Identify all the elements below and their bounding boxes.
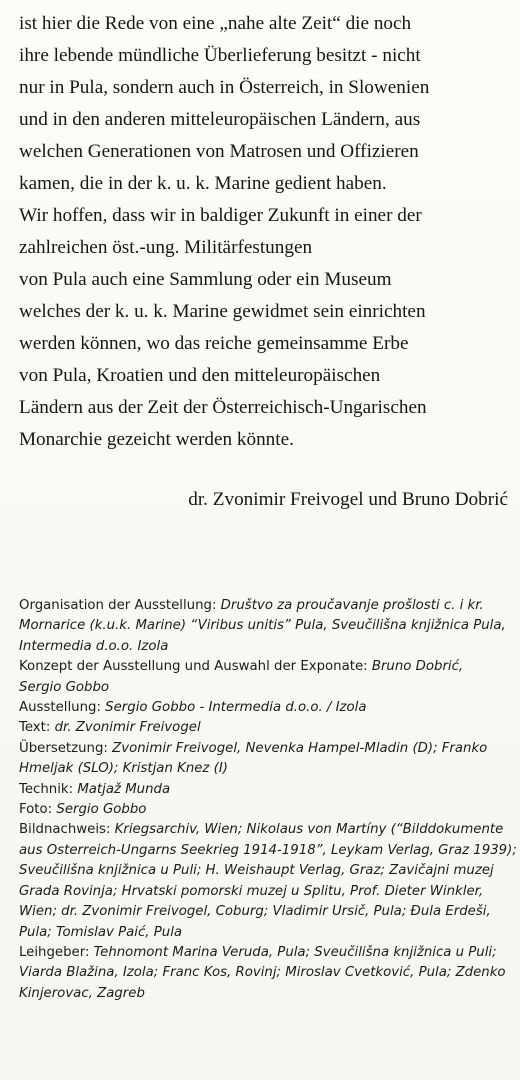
credit-value: Sergio Gobbo: [19, 679, 110, 695]
credit-continuation: [19, 882, 514, 902]
body-line: von Pula, Kroatien und den mitteleuropäischen: [19, 365, 381, 386]
body-line: nur in Pula, sondern auch in Österreich, in Slowenien: [19, 77, 430, 98]
credit-value: Intermedia d.o.o. Izola: [19, 638, 169, 654]
main-body-text: [19, 8, 514, 456]
credit-value: Tehnomont Marina Veruda, Pula; Sveučilišna knjižnica u Puli;: [93, 944, 497, 960]
credit-continuation: [19, 759, 514, 779]
credit-value: Hmeljak (SLO); Kristjan Knez (I): [19, 761, 228, 777]
credit-value: Kinjerovac, Zagreb: [19, 985, 145, 1001]
credit-ausstellung: [19, 698, 514, 718]
credit-continuation: [19, 984, 514, 1004]
credit-continuation: [19, 637, 514, 657]
credit-bildnachweis: [19, 820, 514, 840]
body-line: Ländern aus der Zeit der Österreichisch-Ungarischen: [19, 397, 427, 418]
credit-value: aus Osterreich-Ungarns Seekrieg 1914-1918”, Leykam Verlag, Graz 1939);: [19, 842, 517, 858]
credit-label: Technik:: [19, 781, 78, 797]
credit-label: Bildnachweis:: [19, 822, 115, 838]
credit-continuation: [19, 678, 514, 698]
credit-value: Sergio Gobbo - Intermedia d.o.o. / Izola: [105, 700, 367, 716]
credit-value: Kriegsarchiv, Wien; Nikolaus von Martíny (“Bilddokumente: [114, 822, 504, 838]
credit-foto: [19, 800, 514, 820]
credit-technik: [19, 780, 514, 800]
body-line: zahlreichen öst.-ung. Militärfestungen: [19, 237, 313, 258]
credit-uebersetzung: [19, 739, 514, 759]
credit-value: Wien; dr. Zvonimir Freivogel, Coburg; Vladimir Ursič, Pula; Đula Erdeši,: [19, 904, 491, 920]
body-line: Monarchie gezeicht werden könnte.: [19, 429, 294, 450]
credit-value: Bruno Dobrić,: [371, 659, 464, 675]
credit-value: Sergio Gobbo: [56, 802, 147, 818]
credit-label: Ausstellung:: [19, 700, 106, 716]
credit-value: Mornarice (k.u.k. Marine) “Viribus unitis” Pula, Sveučilišna knjižnica Pula,: [19, 618, 506, 634]
credits-block: [19, 596, 517, 1004]
credit-value: Pula; Tomislav Paić, Pula: [19, 924, 183, 940]
body-line: ist hier die Rede von eine „nahe alte Zeit“ die noch: [19, 13, 412, 34]
credit-label: Übersetzung:: [19, 740, 113, 756]
credit-label: Leihgeber:: [19, 944, 94, 960]
credit-continuation: [19, 902, 514, 922]
body-line: werden können, wo das reiche gemeinsamme Erbe: [19, 333, 409, 354]
credit-continuation: [19, 923, 514, 943]
credit-organisation: [19, 596, 514, 616]
credit-continuation: [19, 616, 514, 636]
body-line: ihre lebende mündliche Überlieferung besitzt - nicht: [19, 45, 421, 66]
credit-label: Konzept der Ausstellung und Auswahl der Exponate:: [19, 659, 372, 675]
body-line: welches der k. u. k. Marine gewidmet sein einrichten: [19, 301, 426, 322]
body-line: und in den anderen mitteleuropäischen Ländern, aus: [19, 109, 421, 130]
credit-continuation: [19, 861, 514, 881]
credit-leihgeber: [19, 943, 514, 963]
credit-konzept: [19, 657, 514, 677]
credit-value: Matjaž Munda: [77, 781, 171, 797]
credit-label: Foto:: [19, 802, 57, 818]
credit-continuation: [19, 841, 517, 861]
credit-value: Društvo za proučavanje prošlosti c. i kr.: [220, 598, 484, 613]
credit-text: [19, 718, 514, 738]
credit-label: Organisation der Ausstellung:: [19, 598, 221, 613]
credit-value: Zvonimir Freivogel, Nevenka Hampel-Mladin (D); Franko: [112, 740, 488, 756]
credit-continuation: [19, 963, 514, 983]
body-line: kamen, die in der k. u. k. Marine gedient haben.: [19, 173, 387, 194]
credit-value: dr. Zvonimir Freivogel: [54, 720, 201, 736]
body-line: welchen Generationen von Matrosen und Offizieren: [19, 141, 419, 162]
body-line: Wir hoffen, dass wir in baldiger Zukunft in einer der: [19, 205, 422, 226]
credit-value: Viarda Blažina, Izola; Franc Kos, Rovinj; Miroslav Cvetković, Pula; Zdenko: [19, 965, 506, 981]
body-line: von Pula auch eine Sammlung oder ein Museum: [19, 269, 392, 290]
credit-label: Text:: [19, 720, 55, 736]
credit-value: Grada Rovinja; Hrvatski pomorski muzej u Splitu, Prof. Dieter Winkler,: [19, 883, 484, 899]
signature-authors: dr. Zvonimir Freivogel und Bruno Dobrić: [188, 489, 508, 510]
credit-value: Sveučilišna knjižnica u Puli; H. Weishaupt Verlag, Graz; Zavičajni muzej: [19, 863, 494, 879]
